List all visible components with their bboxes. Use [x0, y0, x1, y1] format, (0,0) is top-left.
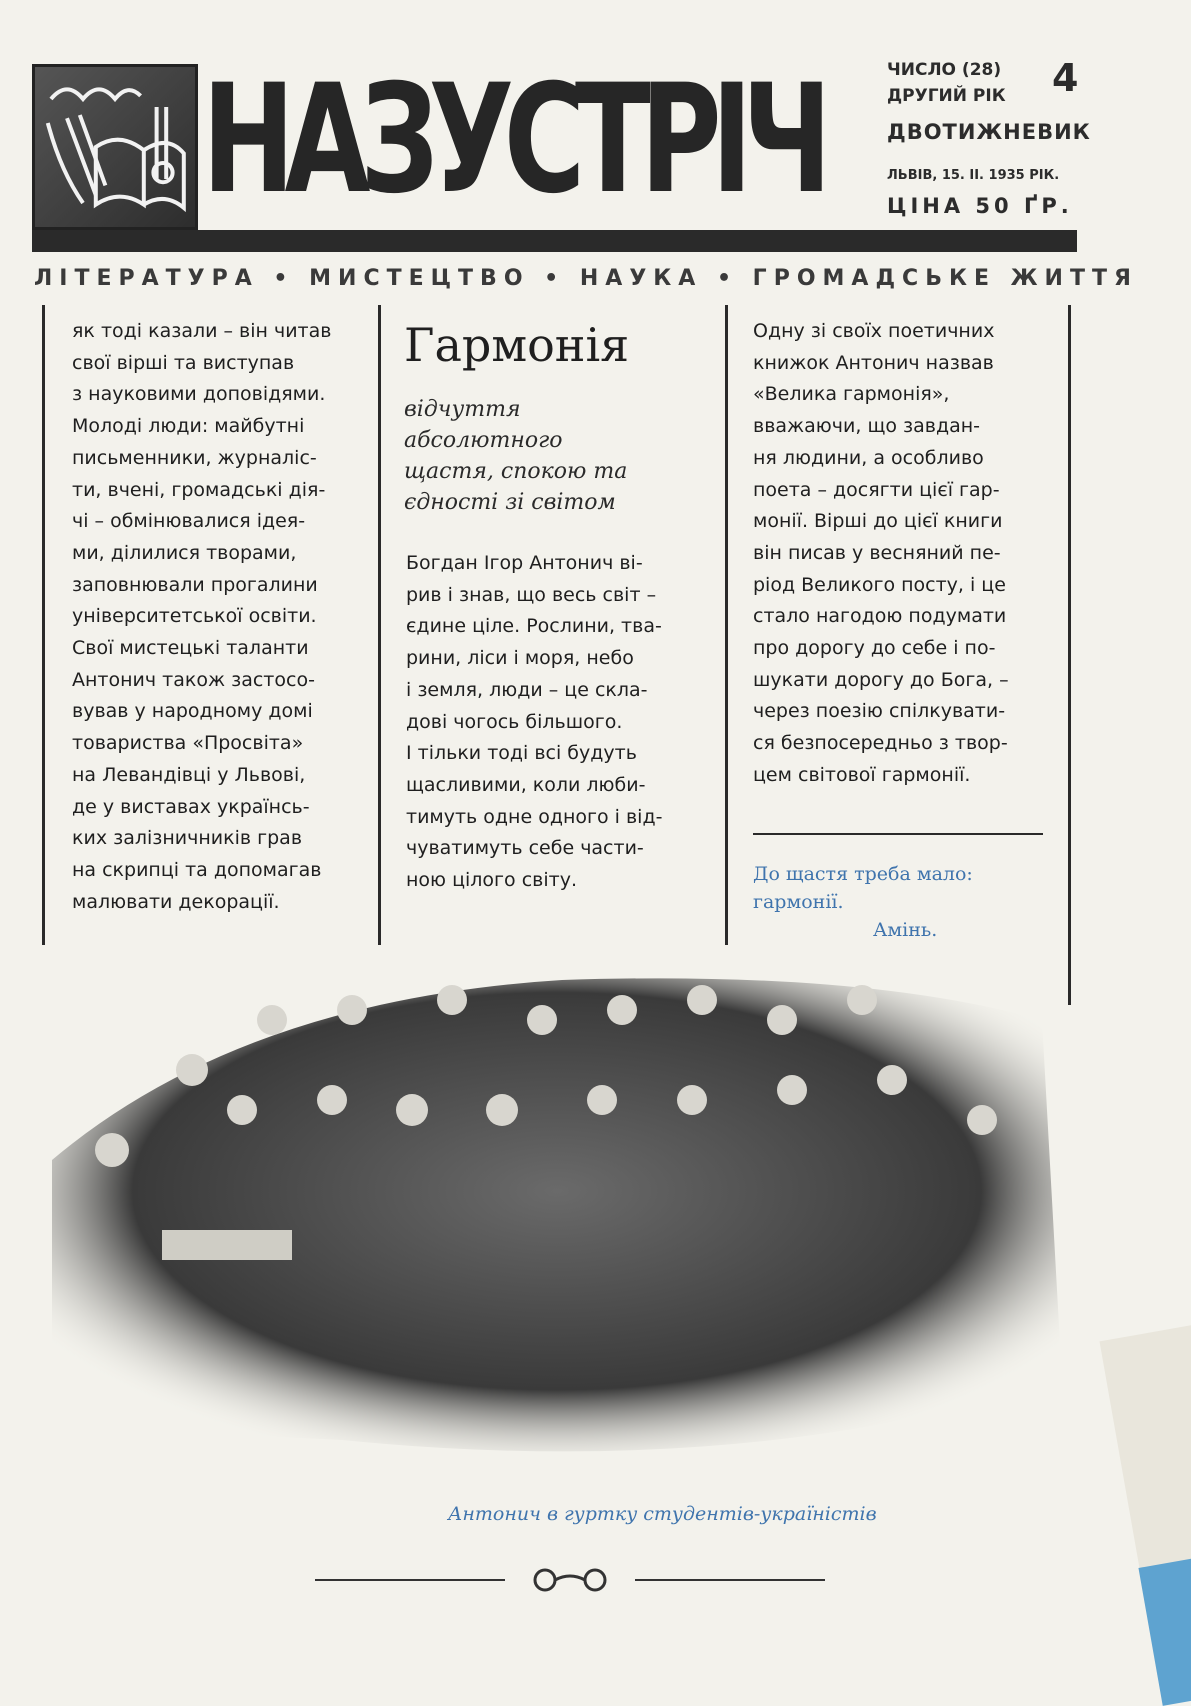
- text-line: ми, ділилися творами,: [72, 541, 297, 564]
- left-column-text: [72, 316, 331, 918]
- right-column-text: [753, 316, 1009, 792]
- column-rule: [725, 305, 728, 945]
- text-line: «Велика гармонія»,: [753, 383, 950, 406]
- text-line: ких залізничників грав: [72, 827, 303, 850]
- text-line: поета – досягти цієї гар-: [753, 478, 1000, 501]
- text-line: книжок Антонич назвав: [753, 351, 994, 374]
- quote-rule: [753, 833, 1043, 835]
- glasses-ornament-icon: [315, 1568, 825, 1592]
- price: ЦІНА 50 ҐР.: [887, 194, 1073, 218]
- text-line: товариства «Просвіта»: [72, 732, 304, 755]
- place-date: ЛЬВІВ, 15. II. 1935 РІК.: [887, 168, 1060, 183]
- article-subtitle: [404, 394, 627, 518]
- text-line: ріод Великого посту, і це: [753, 573, 1006, 596]
- blue-paint-decoration: [1138, 1554, 1191, 1706]
- text-line: свої вірші та виступав: [72, 351, 295, 374]
- text-line: ся безпосередньо з твор-: [753, 732, 1008, 755]
- column-rule: [42, 305, 45, 945]
- text-line: Антонич також застосо-: [72, 668, 315, 691]
- text-line: і земля, люди – це скла-: [406, 678, 648, 701]
- text-line: ня людини, а особливо: [753, 446, 984, 469]
- text-line: Богдан Ігор Антонич ві-: [406, 552, 643, 574]
- text-line: стало нагодою подумати: [753, 605, 1007, 628]
- text-line: він писав у весняний пе-: [753, 541, 1001, 564]
- masthead-rule: [32, 230, 1077, 252]
- text-line: шукати дорогу до Бога, –: [753, 668, 1009, 691]
- text-line: чі – обмінювалися ідея-: [72, 510, 306, 533]
- photo-caption: Антонич в гуртку студентів-україністів: [448, 1503, 877, 1525]
- text-line: абсолютного: [404, 428, 563, 453]
- frequency: ДВОТИЖНЕВИК: [887, 120, 1091, 144]
- text-line: вував у народному домі: [72, 700, 313, 723]
- text-line: університетської освіти.: [72, 605, 317, 628]
- group-photo: [42, 960, 1062, 1480]
- issue-number: ЧИСЛО (28): [887, 60, 1002, 80]
- rubrics-line: ЛІТЕРАТУРА • МИСТЕЦТВО • НАУКА • ГРОМАДСЬКЕ ЖИТТЯ: [34, 266, 1138, 291]
- text-line: вважаючи, що завдан-: [753, 415, 981, 438]
- text-line: чуватимуть себе части-: [406, 837, 644, 860]
- text-line: єдності зі світом: [404, 490, 616, 515]
- quote-line: До щастя треба мало:: [753, 863, 973, 885]
- lyre-book-emblem-icon: [35, 67, 195, 227]
- text-line: малювати декорації.: [72, 890, 280, 913]
- publication-year: ДРУГИЙ РІК: [887, 86, 1006, 106]
- text-line: Молоді люди: майбутні: [72, 415, 305, 438]
- text-line: на Левандівці у Львові,: [72, 763, 306, 786]
- text-line: щастя, спокою та: [404, 459, 628, 484]
- middle-column-text: [406, 548, 662, 897]
- text-line: письменники, журналіс-: [72, 446, 317, 469]
- newspaper-title: НАЗУСТРІЧ: [202, 53, 822, 227]
- text-line: єдине ціле. Рослини, тва-: [406, 615, 662, 638]
- text-line: щасливими, коли люби-: [406, 773, 646, 796]
- text-line: цем світової гармонії.: [753, 763, 971, 786]
- text-line: ною цілого світу.: [406, 869, 577, 892]
- text-line: рини, ліси і моря, небо: [406, 647, 634, 670]
- page-number: 4: [1052, 56, 1079, 100]
- text-line: тимуть одне одного і від-: [406, 805, 663, 828]
- text-line: монії. Вірші до цієї книги: [753, 510, 1003, 533]
- quote-ending: Амінь.: [873, 919, 938, 941]
- quote-line: гармонії.: [753, 891, 844, 913]
- text-line: відчуття: [404, 397, 521, 422]
- text-line: на скрипці та допомагав: [72, 858, 322, 881]
- text-line: рив і знав, що весь світ –: [406, 583, 657, 606]
- text-line: заповнювали прогалини: [72, 573, 318, 596]
- text-line: з науковими доповідями.: [72, 383, 326, 406]
- article-headline: Гармонія: [404, 318, 630, 372]
- text-line: через поезію спілкувати-: [753, 700, 1006, 723]
- text-line: дові чогось більшого.: [406, 710, 623, 733]
- text-line: ти, вчені, громадські дія-: [72, 478, 326, 501]
- text-line: І тільки тоді всі будуть: [406, 742, 637, 765]
- group-photo-image: [42, 960, 1062, 1480]
- text-line: як тоді казали – він читав: [72, 320, 332, 342]
- text-line: Одну зі своїх поетичних: [753, 320, 995, 342]
- column-rule: [378, 305, 381, 945]
- text-line: про дорогу до себе і по-: [753, 637, 996, 660]
- text-line: де у виставах українсь-: [72, 795, 310, 818]
- quote: [753, 860, 973, 944]
- masthead: [32, 53, 1091, 255]
- text-line: Свої мистецькі таланти: [72, 637, 309, 660]
- masthead-emblem: [32, 64, 198, 230]
- column-rule: [1068, 305, 1071, 1005]
